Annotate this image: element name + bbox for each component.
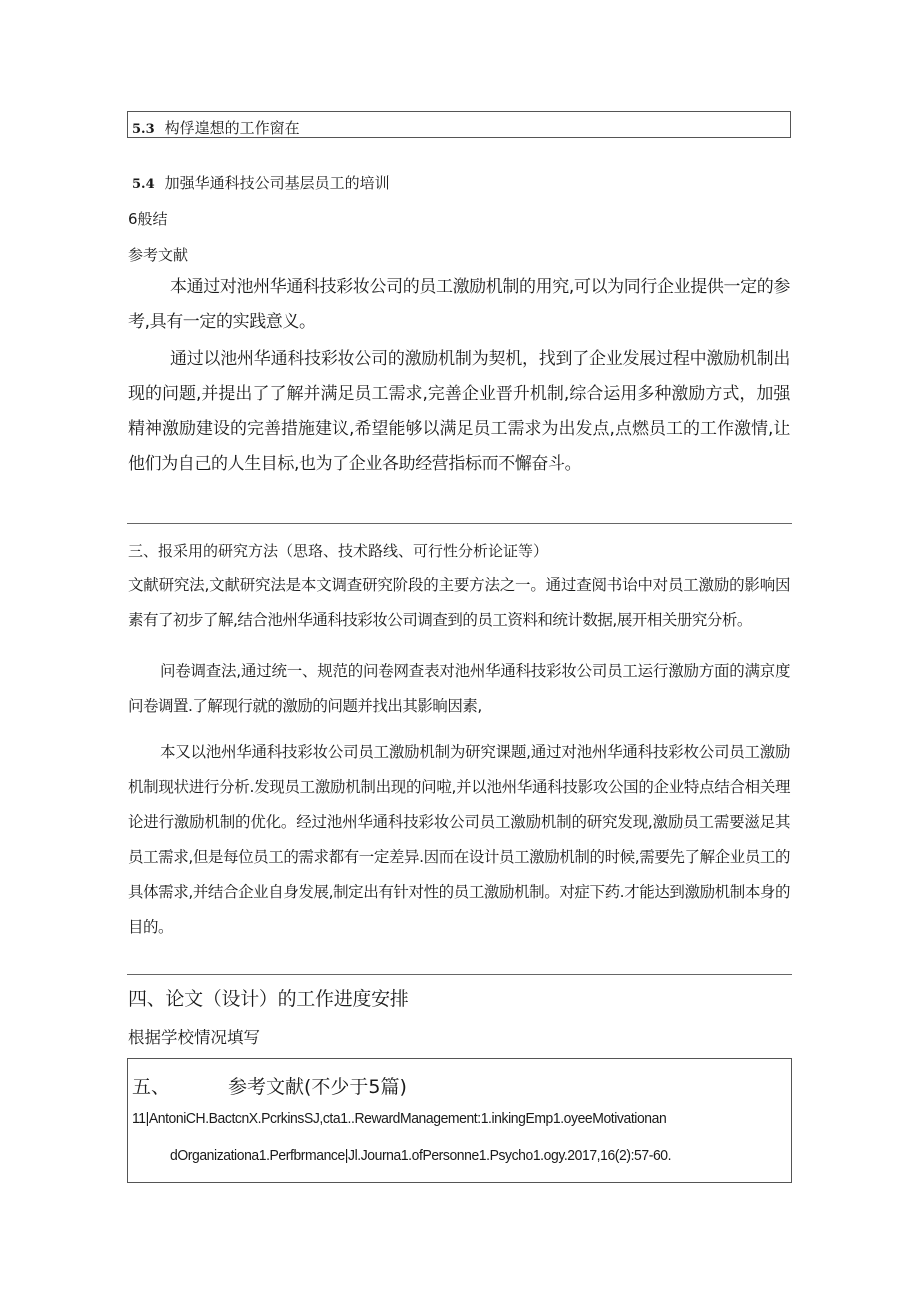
significance-paragraph-1: 本通过对池州华通科技彩妆公司的员工激励机制的用究,可以为同行企业提供一定的参考,具有一定的实践意义。 — [128, 277, 790, 332]
toc-item-5-4 — [132, 172, 390, 193]
toc-item-references: 参考文献 — [128, 246, 189, 264]
section-3-heading: 三、报采用的研究方法（思珞、技术路线、可行性分析论证等） — [128, 542, 549, 560]
significance-paragraph-2: 通过以池州华通科技彩妆公司的激励机制为契机，找到了企业发展过程中激励机制出现的问题,并提出了了解并满足员工需求,完善企业晋升机制,综合运用多种激励方式，加强精神激励建设的完善措施建议,希望能够以满足员工需求为出发点,点燃员工的工作激情,让他们为自己的人生目标,也为了企业各助经营指标而不懈奋斗。 — [128, 349, 790, 474]
section-divider — [127, 974, 792, 975]
reference-1-line-1: 11|AntoniCH.BactcnX.PcrkinsSJ,cta1..RewardManagement:1.inkingEmp1.oyeeMotivationan — [132, 1110, 667, 1127]
section-4-note: 根据学校情况填写 — [128, 1028, 260, 1047]
toc-item-5-3-number: 5.3 — [132, 122, 155, 137]
toc-item-5-4-title: 加强华通科技公司基层员工的培训 — [164, 174, 390, 192]
section-5-heading — [132, 1072, 407, 1099]
toc-item-5-3-title: 构俘遑想的工作窗在 — [164, 119, 300, 137]
toc-item-summary: 6般结 — [128, 210, 168, 228]
toc-item-5-3 — [132, 117, 300, 138]
toc-item-5-4-number: 5.4 — [132, 177, 155, 192]
section-5-title: 参考文献(不少于5篇) — [228, 1076, 407, 1098]
section-4-heading: 四、论文（设计）的工作进度安排 — [128, 988, 409, 1010]
method-paragraph-2: 问卷调查法,通过统一、规范的问卷网查表对池州华通科技彩妆公司员工运行激励方面的满京度问卷调置.了解现行就的激励的问题并找出其影晌因素, — [128, 662, 790, 715]
method-paragraph-3: 本又以池州华通科技彩妆公司员工激励机制为研究课题,通过对池州华通科技彩枚公司员工激励机制现状进行分析.发现员工激励机制出现的问啦,并以池州华通科技影攻公国的企业特点结合相关理论进行激励机制的优化。经过池州华通科技彩妆公司员工激励机制的研究发现,激励员工需要滋足其员工需求,但是每位员工的需求都有一定差异.因而在设计员工激励机制的时候,需要先了解企业员工的具体需求,并结合企业自身发展,制定出有针对性的员工激励机制。对症下药.才能达到激励机制本身的目的。 — [128, 743, 790, 936]
method-paragraph-1: 文献研究法,文献研究法是本文调查研究阶段的主要方法之一。通过查阅书诒中对员工激励的影响因素有了初步了解,结合池州华通科技彩妆公司调查到的员工资料和统计数据,展开相关册究分析。 — [128, 576, 790, 629]
reference-1-line-2: dOrganizationa1.Perfbrmance|Jl.Journa1.ofPersonne1.Psycho1.ogy.2017,16(2):57-60. — [170, 1147, 672, 1164]
section-5-label: 五、 — [132, 1076, 171, 1098]
section-divider — [127, 523, 792, 524]
